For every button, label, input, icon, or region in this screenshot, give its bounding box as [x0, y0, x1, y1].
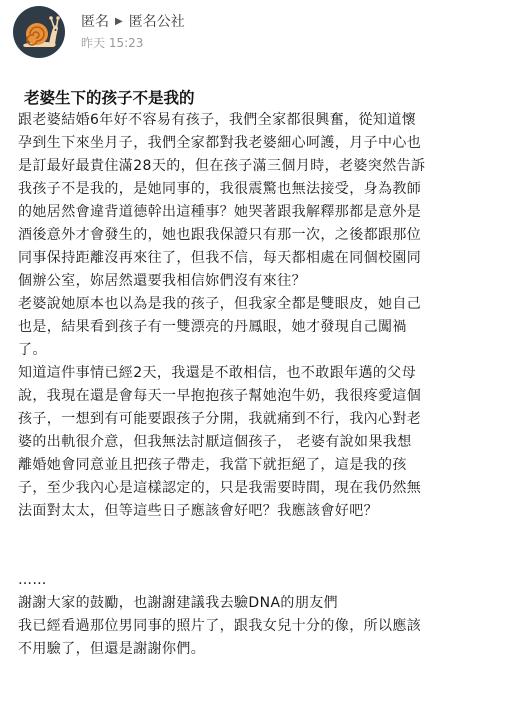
body-line: 知道這件事情已經2天，我還是不敢相信，也不敢跟年邁的父母 [18, 365, 417, 381]
triangle-right-icon: ▶ [115, 16, 123, 27]
post-meta [81, 13, 185, 51]
author-name[interactable]: 匿名 [81, 14, 109, 30]
body-line: 酒後意外才會發生的，她也跟我保證只有那一次，之後都跟那位 [18, 227, 422, 243]
body-line: 婆的出軌很介意，但我無法討厭這個孩子， 老婆有說如果我想 [18, 434, 412, 450]
body-line: 子，至少我內心是這樣認定的，只是我需要時間，現在我仍然無 [18, 480, 422, 496]
body-line: 孕到生下來坐月子，我們全家都對我老婆細心呵護，月子中心也 [18, 135, 422, 151]
snail-avatar-icon[interactable] [13, 6, 65, 58]
body-line: 跟老婆結婚6年好不容易有孩子，我們全家都很興奮，從知道懷 [18, 112, 417, 128]
body-line: 的她居然會違背道德幹出這種事？她哭著跟我解釋那都是意外是 [18, 204, 422, 220]
post-header [13, 6, 529, 58]
paragraph-gap [18, 523, 523, 569]
body-line: 老婆說她原本也以為是我的孩子，但我家全都是雙眼皮，她自己 [18, 296, 422, 312]
update-line: 我已經看過那位男同事的照片了，跟我女兒十分的像，所以應該 [18, 618, 422, 634]
post-body [18, 109, 523, 661]
body-line: 我孩子不是我的，是她同事的，我很震驚也無法接受，身為教師 [18, 181, 422, 197]
author-board-row [81, 13, 185, 31]
body-line: 是訂最好最貴住滿28天的，但在孩子滿三個月時，老婆突然告訴 [18, 158, 426, 174]
body-line: 離婚她會同意並且把孩子帶走，我當下就拒絕了，這是我的孩 [18, 457, 407, 473]
body-line: 說，我現在還是會每天一早抱抱孩子幫她泡牛奶，我很疼愛這個 [18, 388, 422, 404]
post-timestamp: 昨天 15:23 [81, 36, 144, 50]
update-line: …… [18, 572, 47, 588]
body-line: 了。 [18, 342, 47, 358]
update-line: 謝謝大家的鼓勵，也謝謝建議我去驗DNA的朋友們 [18, 595, 339, 611]
update-line: 不用驗了，但還是謝謝你們。 [18, 641, 206, 657]
board-name-link[interactable]: 匿名公社 [128, 14, 185, 30]
body-line: 法面對太太，但等這些日子應該會好吧？我應該會好吧？ [18, 503, 378, 519]
body-line: 也是，結果看到孩子有一雙漂亮的丹鳳眼，她才發現自己闖禍 [18, 319, 407, 335]
body-line: 同事保持距離沒再來往了，但我不信，每天都相處在同個校園同 [18, 250, 422, 266]
body-line: 孩子，一想到有可能要跟孩子分開，我就痛到不行，我內心對老 [18, 411, 422, 427]
post-title: 老婆生下的孩子不是我的 [24, 89, 195, 107]
body-line: 個辦公室，妳居然還要我相信妳們沒有來往？ [18, 273, 306, 289]
